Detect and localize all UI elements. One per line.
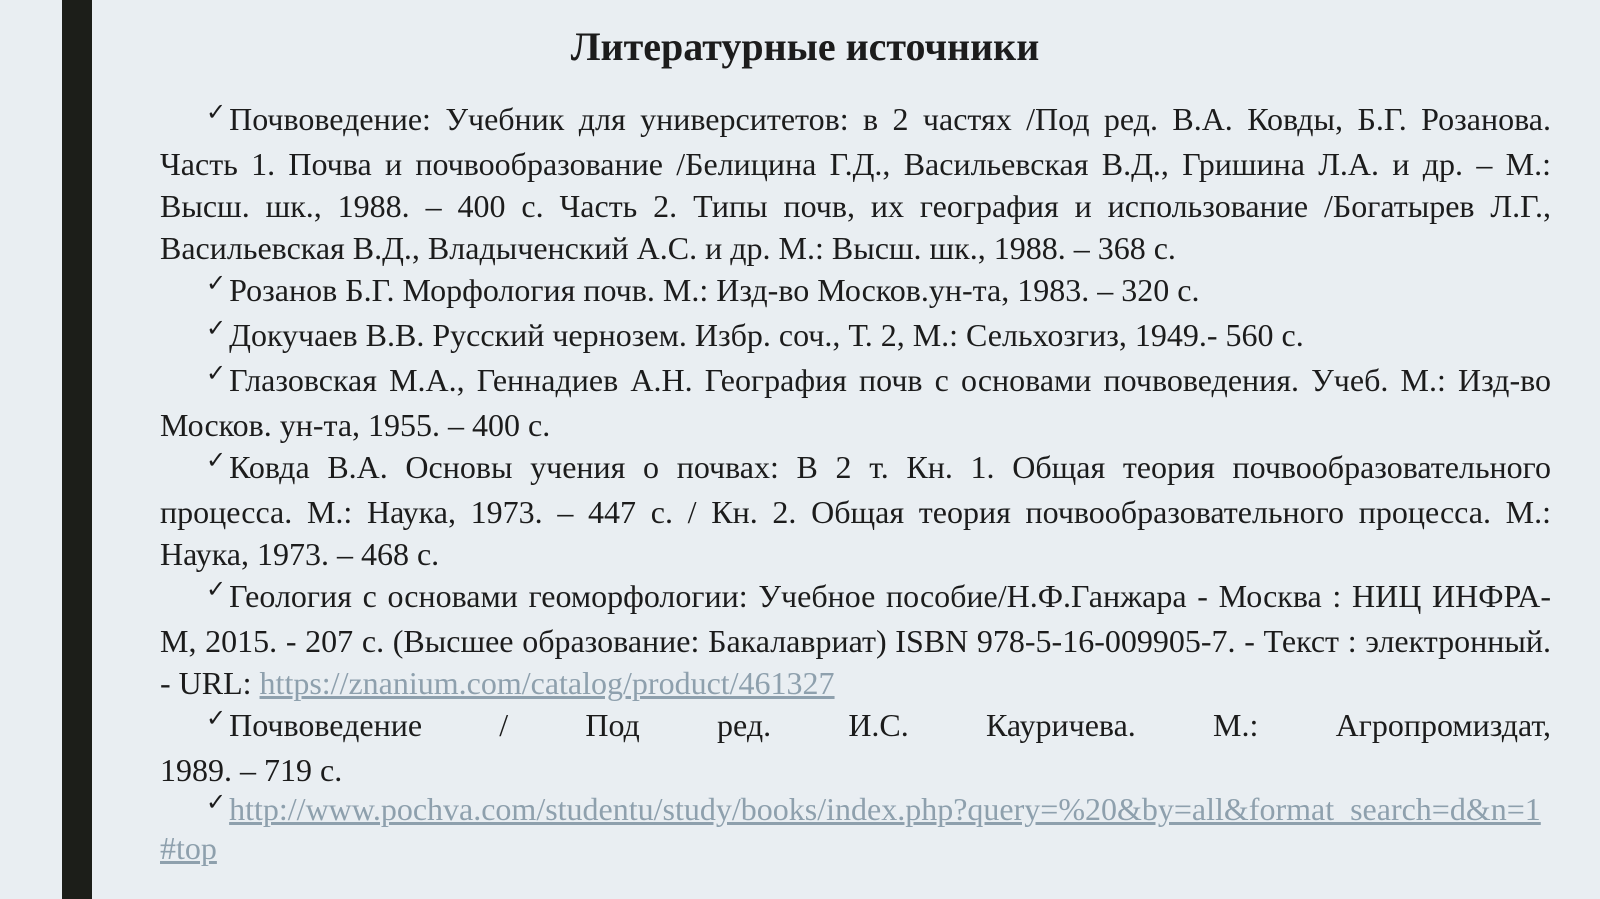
reference-text: Ковда В.А. Основы учения о почвах: В 2 т. Кн. 1. Общая теория почвообразовательного процесса. М.: Наука, 1973. – 447 с. / Кн. 2. Общая теория почвообразовательного процесса. М.: Наука, 1973. – 468 с. xyxy=(160,449,1551,572)
checkmark-icon: ✓ xyxy=(206,788,227,816)
reference-item xyxy=(160,359,1551,446)
checkmark-icon: ✓ xyxy=(206,314,227,342)
reference-item xyxy=(160,446,1551,575)
reference-text: Докучаев В.В. Русский чернозем. Избр. соч., Т. 2, М.: Сельхозгиз, 1949.- 560 с. xyxy=(229,317,1304,353)
reference-item xyxy=(160,269,1551,314)
checkmark-icon: ✓ xyxy=(206,575,227,603)
checkmark-icon: ✓ xyxy=(206,446,227,474)
left-margin xyxy=(0,0,62,899)
reference-text: Розанов Б.Г. Морфология почв. М.: Изд-во Москов.ун-та, 1983. – 320 с. xyxy=(229,272,1200,308)
reference-item xyxy=(160,575,1551,704)
reference-text: Почвоведение: Учебник для университетов: в 2 частях /Под ред. В.А. Ковды, Б.Г. Розанова. Часть 1. Почва и почвообразование /Белицина Г.Д., Васильевская В.Д., Гришина Л.А. и др. – М.: Высш. шк., 1988. – 400 с. Часть 2. Типы почв, их география и использование /Богатырев Л.Г., Васильевская В.Д., Владыченский А.С. и др. М.: Высш. шк., 1988. – 368 с. xyxy=(160,101,1551,266)
reference-item xyxy=(160,788,1551,866)
checkmark-icon: ✓ xyxy=(206,704,227,732)
checkmark-icon: ✓ xyxy=(206,269,227,297)
reference-text: Глазовская М.А., Геннадиев А.Н. География почв с основами почвоведения. Учеб. М.: Изд-во Москов. ун-та, 1955. – 400 с. xyxy=(160,362,1551,443)
left-accent-bar xyxy=(62,0,92,899)
reference-item xyxy=(160,704,1551,749)
reference-link[interactable]: http://www.pochva.com/studentu/study/books/index.php?query=%20&by=all&format_search=d&n=1#top xyxy=(160,791,1541,866)
slide-title: Литературные источники xyxy=(570,24,1040,69)
checkmark-icon: ✓ xyxy=(206,98,227,126)
reference-text: Почвоведение / Под ред. И.С. Кауричева. М.: Агропромиздат, xyxy=(229,707,1551,743)
reference-text: 1989. – 719 с. xyxy=(160,752,343,788)
reference-item xyxy=(160,98,1551,269)
reference-item-continuation xyxy=(160,749,1551,791)
reference-item xyxy=(160,314,1551,359)
reference-list xyxy=(160,98,1551,866)
reference-link[interactable]: https://znanium.com/catalog/product/461327 xyxy=(259,665,835,701)
reference-text: Геология с основами геоморфологии: Учебное пособие/Н.Ф.Ганжара - Москва : НИЦ ИНФРА-М, 2015. - 207 с. (Высшее образование: Бакалавриат) ISBN 978-5-16-009905-7. - Текст : электронный. - URL: xyxy=(160,578,1551,701)
checkmark-icon: ✓ xyxy=(206,359,227,387)
